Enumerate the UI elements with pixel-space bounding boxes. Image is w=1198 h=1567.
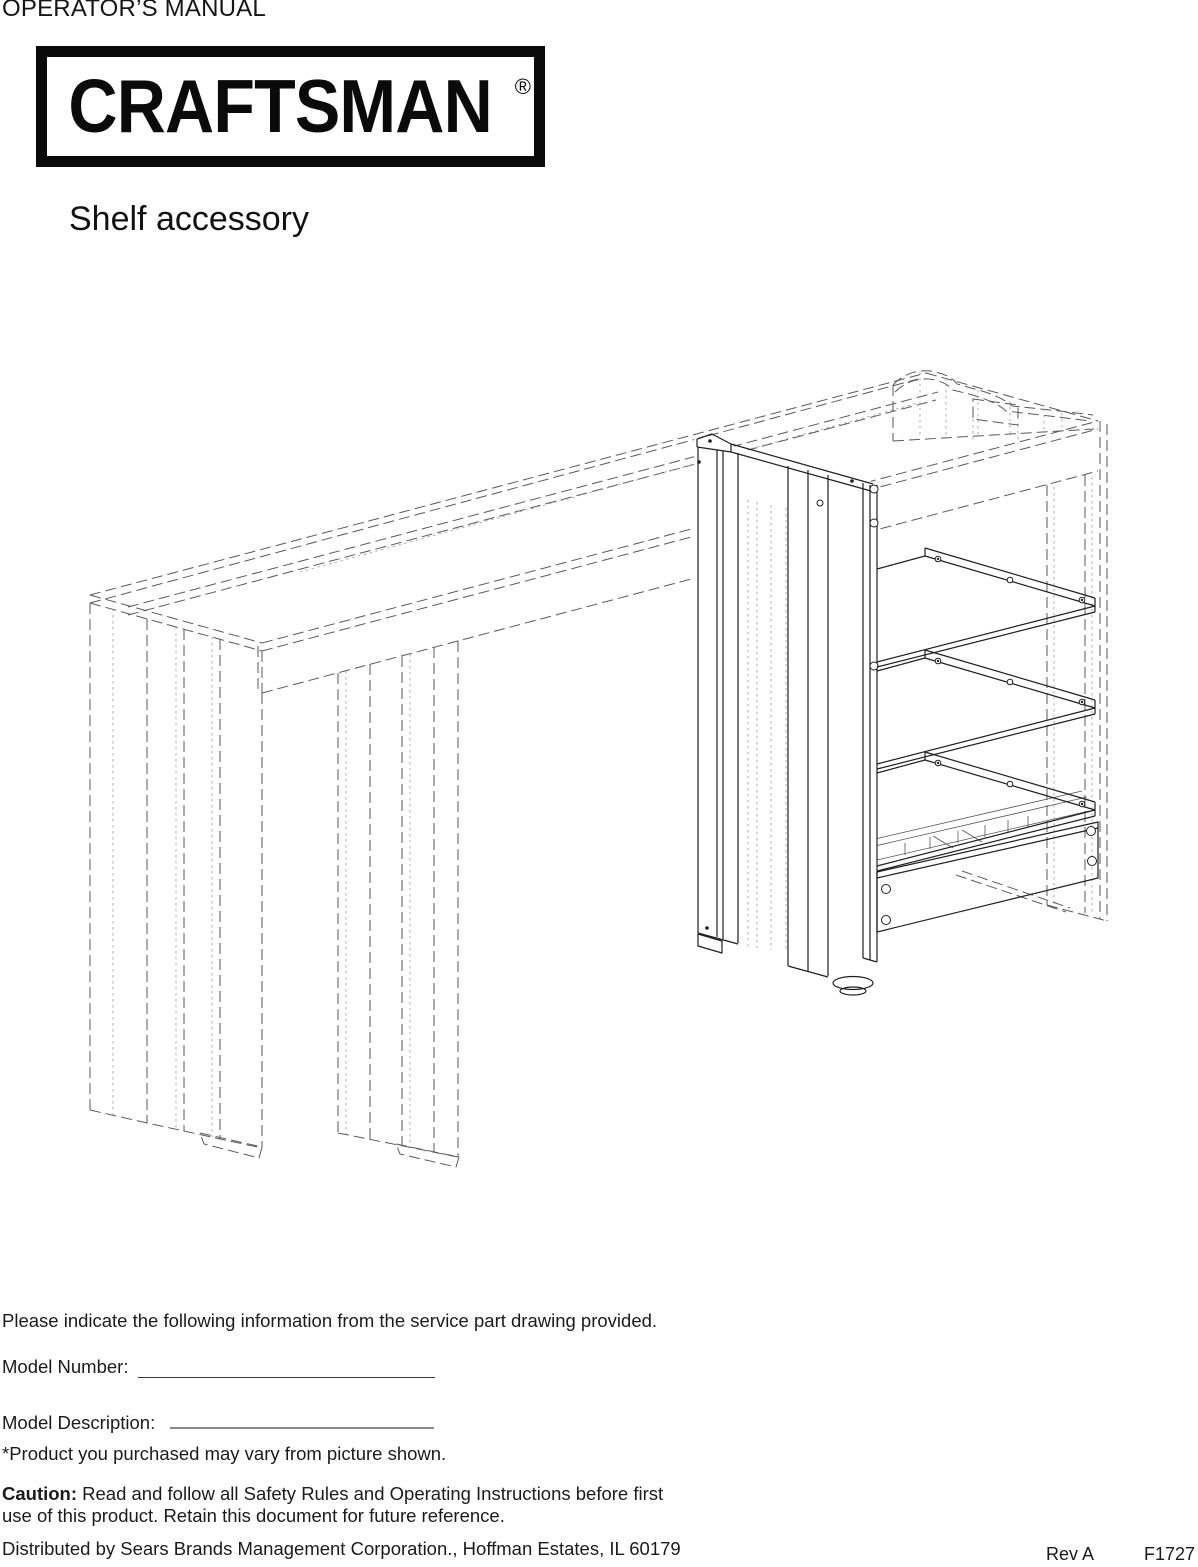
form-number-label: F1727 (1144, 1544, 1196, 1564)
model-description-blank (170, 1427, 434, 1429)
model-number-blank (138, 1377, 435, 1378)
page-subtitle: Shelf accessory (69, 200, 309, 238)
figure-bottom-panel (877, 822, 1098, 932)
caution-label: Caution: (2, 1483, 78, 1504)
figure-shelf-accessory (694, 434, 1098, 995)
caution-text-line1: Read and follow all Safety Rules and Operating Instructions before first (77, 1483, 664, 1504)
variation-note: *Product you purchased may vary from picture shown. (2, 1443, 447, 1464)
figure-shelf-2 (877, 650, 1095, 769)
figure-shelf-1 (877, 548, 1095, 667)
caution-note (2, 1483, 722, 1527)
form-intro: Please indicate the following information from the service part drawing provided. (2, 1310, 658, 1331)
revision-label: Rev A (1046, 1544, 1095, 1564)
model-description-label: Model Description: (2, 1412, 156, 1433)
craftsman-logo-text: CRAFTSMAN (68, 64, 493, 148)
model-number-label: Model Number: (2, 1356, 129, 1377)
caution-text-line2: use of this product. Retain this document for future reference. (2, 1505, 505, 1526)
distribution-note: Distributed by Sears Brands Management Corporation., Hoffman Estates, IL 60179 (2, 1538, 681, 1559)
registered-trademark-icon: ® (514, 74, 531, 99)
page-title: OPERATOR’S MANUAL (2, 0, 266, 22)
